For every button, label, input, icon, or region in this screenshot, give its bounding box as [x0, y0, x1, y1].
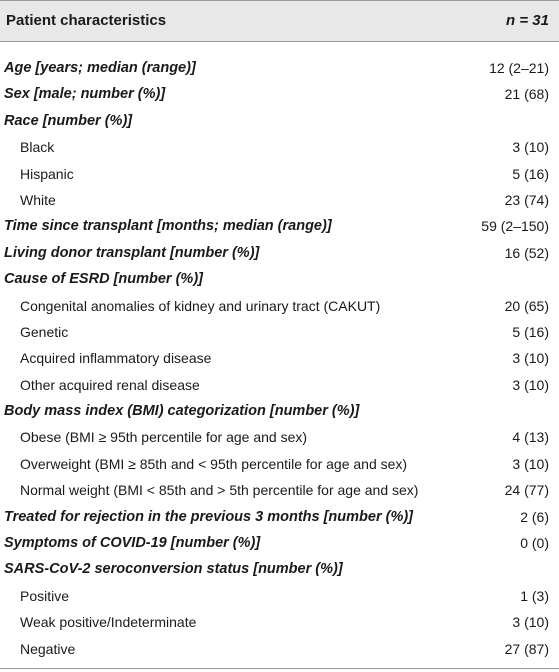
- row-label: Age [years; median (range)]: [4, 60, 196, 76]
- table-row: [0, 293, 559, 319]
- table-row: [0, 530, 559, 556]
- row-label: Hispanic: [20, 165, 74, 182]
- table-row: [0, 609, 559, 635]
- row-value: 24 (77): [504, 482, 549, 499]
- table-row: [0, 108, 559, 134]
- table-row: [0, 398, 559, 424]
- row-value: 23 (74): [504, 191, 549, 208]
- table-row: [0, 81, 559, 107]
- table-row: [0, 345, 559, 371]
- table-row: [0, 556, 559, 582]
- table-bottom-rule: [0, 668, 559, 669]
- row-value: 59 (2–150): [481, 218, 549, 235]
- row-value: 2 (6): [520, 508, 549, 525]
- table-row: [0, 583, 559, 609]
- row-label: Cause of ESRD [number (%)]: [4, 271, 203, 288]
- row-label: Negative: [20, 640, 76, 657]
- row-label: Genetic: [20, 323, 69, 340]
- row-value: 21 (68): [504, 86, 549, 103]
- row-value: 1 (3): [520, 587, 549, 604]
- row-value: 20 (65): [504, 297, 549, 314]
- row-label: White: [20, 191, 56, 208]
- row-value: 27 (87): [504, 640, 549, 657]
- row-label: Body mass index (BMI) categorization [number (%)]: [4, 403, 360, 420]
- row-value: 3 (10): [512, 455, 549, 472]
- row-label: Living donor transplant [number (%)]: [4, 244, 260, 261]
- row-value: 3 (10): [512, 614, 549, 631]
- table-row: [0, 477, 559, 503]
- row-value: 5 (16): [512, 165, 549, 182]
- table-row: [0, 504, 559, 530]
- row-label: Race [number (%)]: [4, 112, 133, 129]
- row-value: 3 (10): [512, 139, 549, 156]
- row-value: 5 (16): [512, 323, 549, 340]
- row-label: Time since transplant [months; median (range)]: [4, 218, 332, 235]
- row-value: 3 (10): [512, 376, 549, 393]
- table-row: [0, 213, 559, 239]
- header-value: n = 31: [506, 12, 549, 29]
- row-label: Obese (BMI ≥ 95th percentile for age and sex): [20, 429, 308, 446]
- row-label: Sex [male; number (%)]: [4, 86, 166, 103]
- row-label: Congenital anomalies of kidney and urinary tract (CAKUT): [20, 297, 381, 314]
- row-label: Symptoms of COVID-19 [number (%)]: [4, 535, 261, 552]
- table-row: [0, 372, 559, 398]
- table-row: [0, 187, 559, 213]
- row-value: 4 (13): [512, 429, 549, 446]
- row-value: 12 (2–21): [489, 60, 549, 76]
- table-row: [0, 161, 559, 187]
- row-label: Positive: [20, 587, 70, 604]
- table-header: [0, 0, 559, 42]
- row-value: 16 (52): [504, 244, 549, 261]
- table-row: [0, 55, 559, 81]
- table-row: [0, 451, 559, 477]
- table-row: [0, 240, 559, 266]
- row-label: SARS-CoV-2 seroconversion status [number (%)]: [4, 561, 343, 578]
- row-label: Normal weight (BMI < 85th and > 5th percentile for age and sex): [20, 482, 419, 499]
- row-label: Acquired inflammatory disease: [20, 350, 212, 367]
- header-label: Patient characteristics: [6, 12, 167, 29]
- table-row: [0, 266, 559, 292]
- row-label: Weak positive/Indeterminate: [20, 614, 197, 631]
- row-value: 0 (0): [520, 535, 549, 552]
- row-label: Treated for rejection in the previous 3 months [number (%)]: [4, 508, 414, 525]
- row-label: Overweight (BMI ≥ 85th and < 95th percentile for age and sex): [20, 455, 408, 472]
- table-row: [0, 319, 559, 345]
- row-label: Other acquired renal disease: [20, 376, 200, 393]
- table-row: [0, 636, 559, 662]
- table-body: [0, 55, 559, 662]
- row-label: Black: [20, 139, 55, 156]
- table-row: [0, 424, 559, 450]
- table-row: [0, 134, 559, 160]
- row-value: 3 (10): [512, 350, 549, 367]
